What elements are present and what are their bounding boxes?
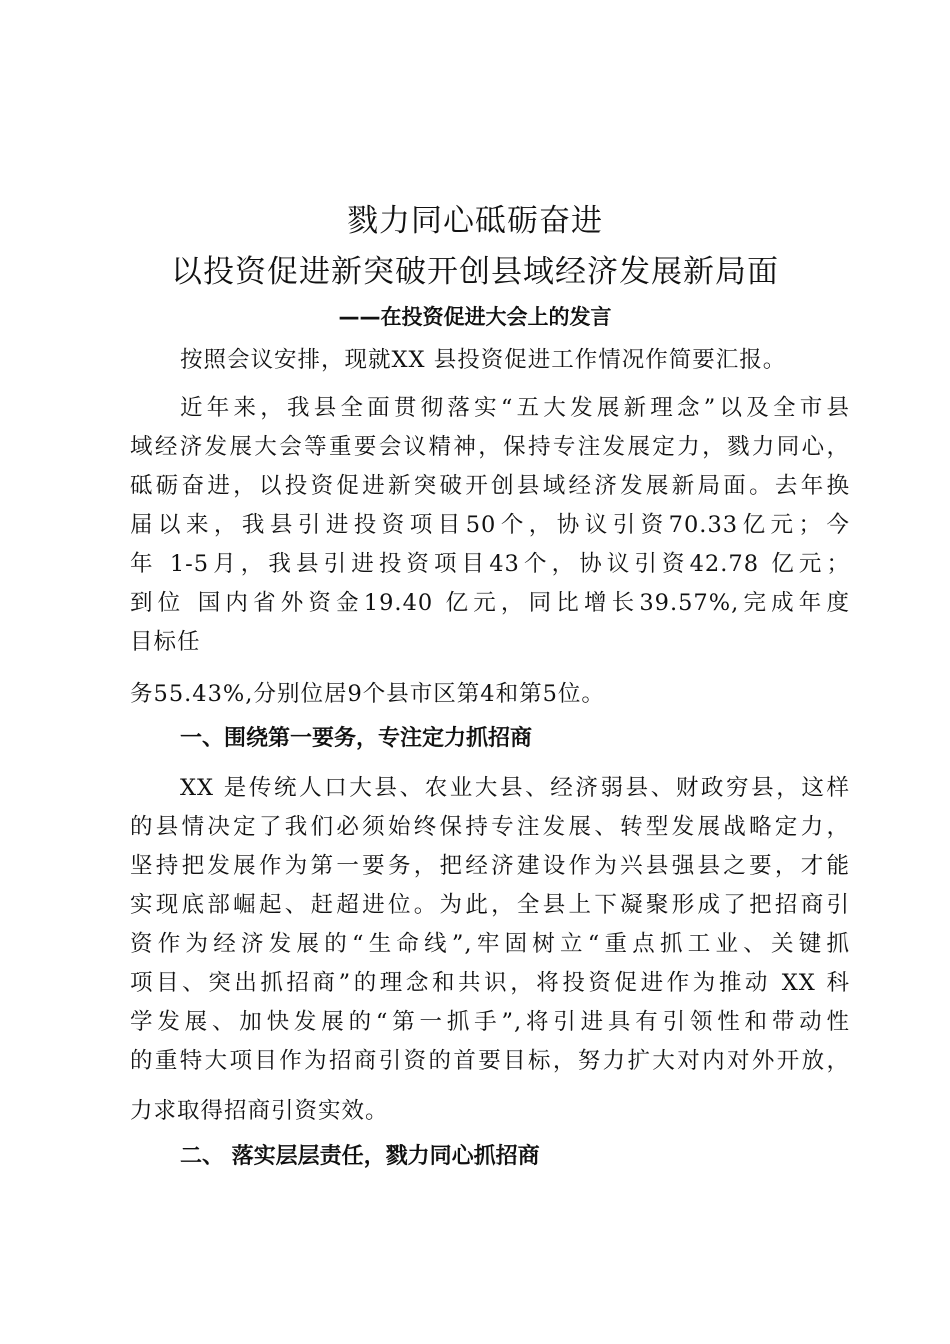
para1-line: 砥砺奋进，以投资促进新突破开创县域经济发展新局面。去年换 bbox=[130, 473, 850, 499]
intro-paragraph: 按照会议安排，现就XX 县投资促进工作情况作简要汇报。 bbox=[180, 347, 787, 373]
para1-line: 到位 国内省外资金19.40 亿元，同比增长39.57%,完成年度 bbox=[130, 590, 850, 616]
para1-line: 务55.43%,分别位居9个县市区第4和第5位。 bbox=[130, 681, 605, 707]
para1-line: 届以来，我县引进投资项目50个，协议引资70.33亿元；今 bbox=[130, 512, 850, 538]
para2-line: 资作为经济发展的“生命线”,牢固树立“重点抓工业、关键抓 bbox=[130, 931, 850, 957]
para2-line: XX 是传统人口大县、农业大县、经济弱县、财政穷县，这样 bbox=[180, 775, 850, 801]
para1-line: 目标任 bbox=[130, 629, 201, 655]
para2-line: 学发展、加快发展的“第一抓手”,将引进具有引领性和带动性 bbox=[130, 1009, 850, 1035]
title-line-2: 以投资促进新突破开创县域经济发展新局面 bbox=[171, 254, 779, 290]
para1-line: 域经济发展大会等重要会议精神，保持专注发展定力，戮力同心， bbox=[130, 434, 850, 460]
para1-line: 年 1-5月，我县引进投资项目43个，协议引资42.78 亿元； bbox=[130, 551, 850, 577]
para2-line: 项目、突出抓招商”的理念和共识，将投资促进作为推动 XX 科 bbox=[130, 970, 850, 996]
section-heading-2: 二、 落实层层责任，戮力同心抓招商 bbox=[180, 1144, 540, 1169]
section-heading-1: 一、围绕第一要务，专注定力抓招商 bbox=[180, 726, 533, 751]
para2-line: 坚持把发展作为第一要务，把经济建设作为兴县强县之要，才能 bbox=[130, 853, 850, 879]
para2-line: 实现底部崛起、赶超进位。为此，全县上下凝聚形成了把招商引 bbox=[130, 892, 850, 918]
para2-line: 力求取得招商引资实效。 bbox=[130, 1098, 389, 1124]
para2-line: 的县情决定了我们必须始终保持专注发展、转型发展战略定力， bbox=[130, 814, 850, 840]
para2-line: 的重特大项目作为招商引资的首要目标，努力扩大对内对外开放， bbox=[130, 1048, 850, 1074]
para1-line: 近年来，我县全面贯彻落实“五大发展新理念”以及全市县 bbox=[180, 395, 850, 421]
subtitle: ——在投资促进大会上的发言 bbox=[338, 305, 612, 329]
title-line-1: 戮力同心砥砺奋进 bbox=[347, 203, 603, 239]
